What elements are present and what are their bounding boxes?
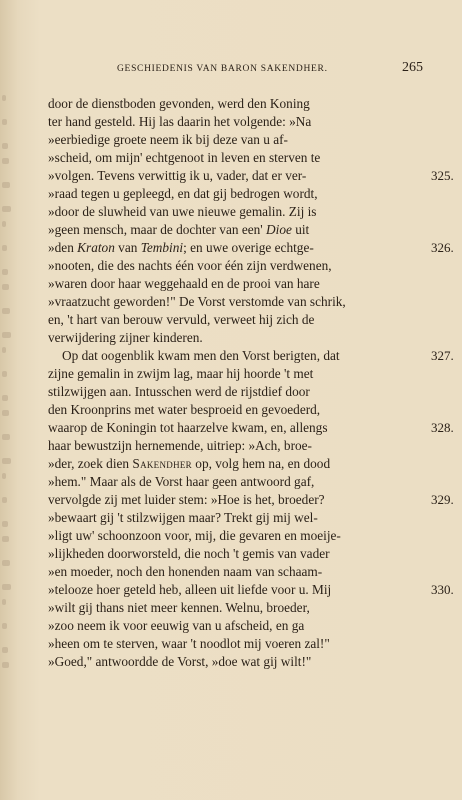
margin-line-number: 329. [431, 492, 454, 507]
body-text [48, 95, 454, 695]
bleed-through-marks [0, 95, 16, 695]
running-title: GESCHIEDENIS VAN BARON SAKENDHER. [117, 64, 328, 74]
text-line: »volgen. Tevens verwittig ik u, vader, dat er ver- [48, 168, 307, 183]
bleed-speck [2, 434, 10, 440]
bleed-speck [2, 584, 11, 590]
text-line: »geen mensch, maar de dochter van een' Dioe uit [48, 222, 310, 237]
bleed-speck [2, 662, 9, 668]
text-line: verwijdering zijner kinderen. [48, 330, 203, 345]
text-line: den Kroonprins met water besproeid en gevoederd, [48, 402, 321, 417]
bleed-speck [2, 347, 6, 353]
text-line: zijne gemalin in zwijm lag, maar hij hoorde 't met [48, 366, 314, 381]
bleed-speck [2, 158, 9, 164]
text-line: stilzwijgen aan. Intusschen werd de rijstdief door [48, 384, 310, 399]
bleed-speck [2, 206, 11, 212]
bleed-speck [2, 143, 8, 149]
bleed-speck [2, 473, 6, 479]
text-line: ter hand gesteld. Hij las daarin het volgende: »Na [48, 114, 312, 129]
bleed-speck [2, 119, 7, 125]
text-line: »bewaart gij 't stilzwijgen maar? Trekt gij mij wel- [48, 510, 318, 525]
bleed-speck [2, 536, 9, 542]
margin-line-number: 325. [431, 168, 454, 183]
margin-line-number: 330. [431, 582, 454, 597]
bleed-speck [2, 182, 10, 188]
text-line: haar bewustzijn hernemende, uitriep: »Ach, broe- [48, 438, 312, 453]
bleed-speck [2, 395, 8, 401]
bleed-speck [2, 599, 6, 605]
bleed-speck [2, 647, 8, 653]
text-line: »vraatzucht geworden!" De Vorst verstomde van schrik, [48, 294, 346, 309]
text-line: »waren door haar weggehaald en de prooi van hare [48, 276, 320, 291]
bleed-speck [2, 410, 9, 416]
text-line: »der, zoek dien Sakendher op, volg hem na, en dood [48, 456, 331, 471]
text-line: »eerbiedige groete neem ik bij deze van u af- [48, 132, 288, 147]
bleed-speck [2, 221, 6, 227]
page-header [117, 62, 425, 78]
text-line: »hem." Maar als de Vorst haar geen antwoord gaf, [48, 474, 315, 489]
text-line: »door de sluwheid van uwe nieuwe gemalin. Zij is [48, 204, 317, 219]
page-number: 265 [402, 60, 423, 75]
text-line: »scheid, om mijn' echtgenoot in leven en sterven te [48, 150, 321, 165]
text-line: »heen om te sterven, waar 't noodlot mij voeren zal!" [48, 636, 330, 651]
bleed-speck [2, 623, 7, 629]
text-line: »raad tegen u gepleegd, en dat gij bedrogen wordt, [48, 186, 318, 201]
text-line: »telooze hoer geteld heb, alleen uit liefde voor u. Mij [48, 582, 332, 597]
margin-line-number: 326. [431, 240, 454, 255]
text-line: »Goed," antwoordde de Vorst, »doe wat gij wilt!" [48, 654, 312, 669]
bleed-speck [2, 458, 11, 464]
margin-line-number: 327. [431, 348, 454, 363]
bleed-speck [2, 497, 7, 503]
text-line: waarop de Koningin tot haarzelve kwam, en, allengs [48, 420, 328, 435]
text-line: »nooten, die des nachts één voor één zijn verdwenen, [48, 258, 332, 273]
text-line: »wilt gij thans niet meer kennen. Welnu, broeder, [48, 600, 310, 615]
text-line: »lijkheden doorworsteld, die noch 't gemis van vader [48, 546, 330, 561]
text-line: door de dienstboden gevonden, werd den Koning [48, 96, 310, 111]
text-line: »en moeder, noch den honenden naam van schaam- [48, 564, 323, 579]
text-line: vervolgde zij met luider stem: »Hoe is het, broeder? [48, 492, 325, 507]
margin-line-number: 328. [431, 420, 454, 435]
bleed-speck [2, 521, 8, 527]
text-line: Op dat oogenblik kwam men den Vorst berigten, dat [62, 348, 340, 363]
bleed-speck [2, 560, 10, 566]
bleed-speck [2, 284, 9, 290]
bleed-speck [2, 245, 7, 251]
text-line: en, 't hart van berouw vervuld, verweet hij zich de [48, 312, 315, 327]
bleed-speck [2, 269, 8, 275]
bleed-speck [2, 308, 10, 314]
bleed-speck [2, 371, 7, 377]
text-line: »zoo neem ik voor eeuwig van u afscheid, en ga [48, 618, 305, 633]
text-line: »ligt uw' schoonzoon voor, mij, die gevaren en moeije- [48, 528, 341, 543]
bleed-speck [2, 332, 11, 338]
text-line: »den Kraton van Tembini; en uwe overige echtge- [48, 240, 314, 255]
bleed-speck [2, 95, 6, 101]
